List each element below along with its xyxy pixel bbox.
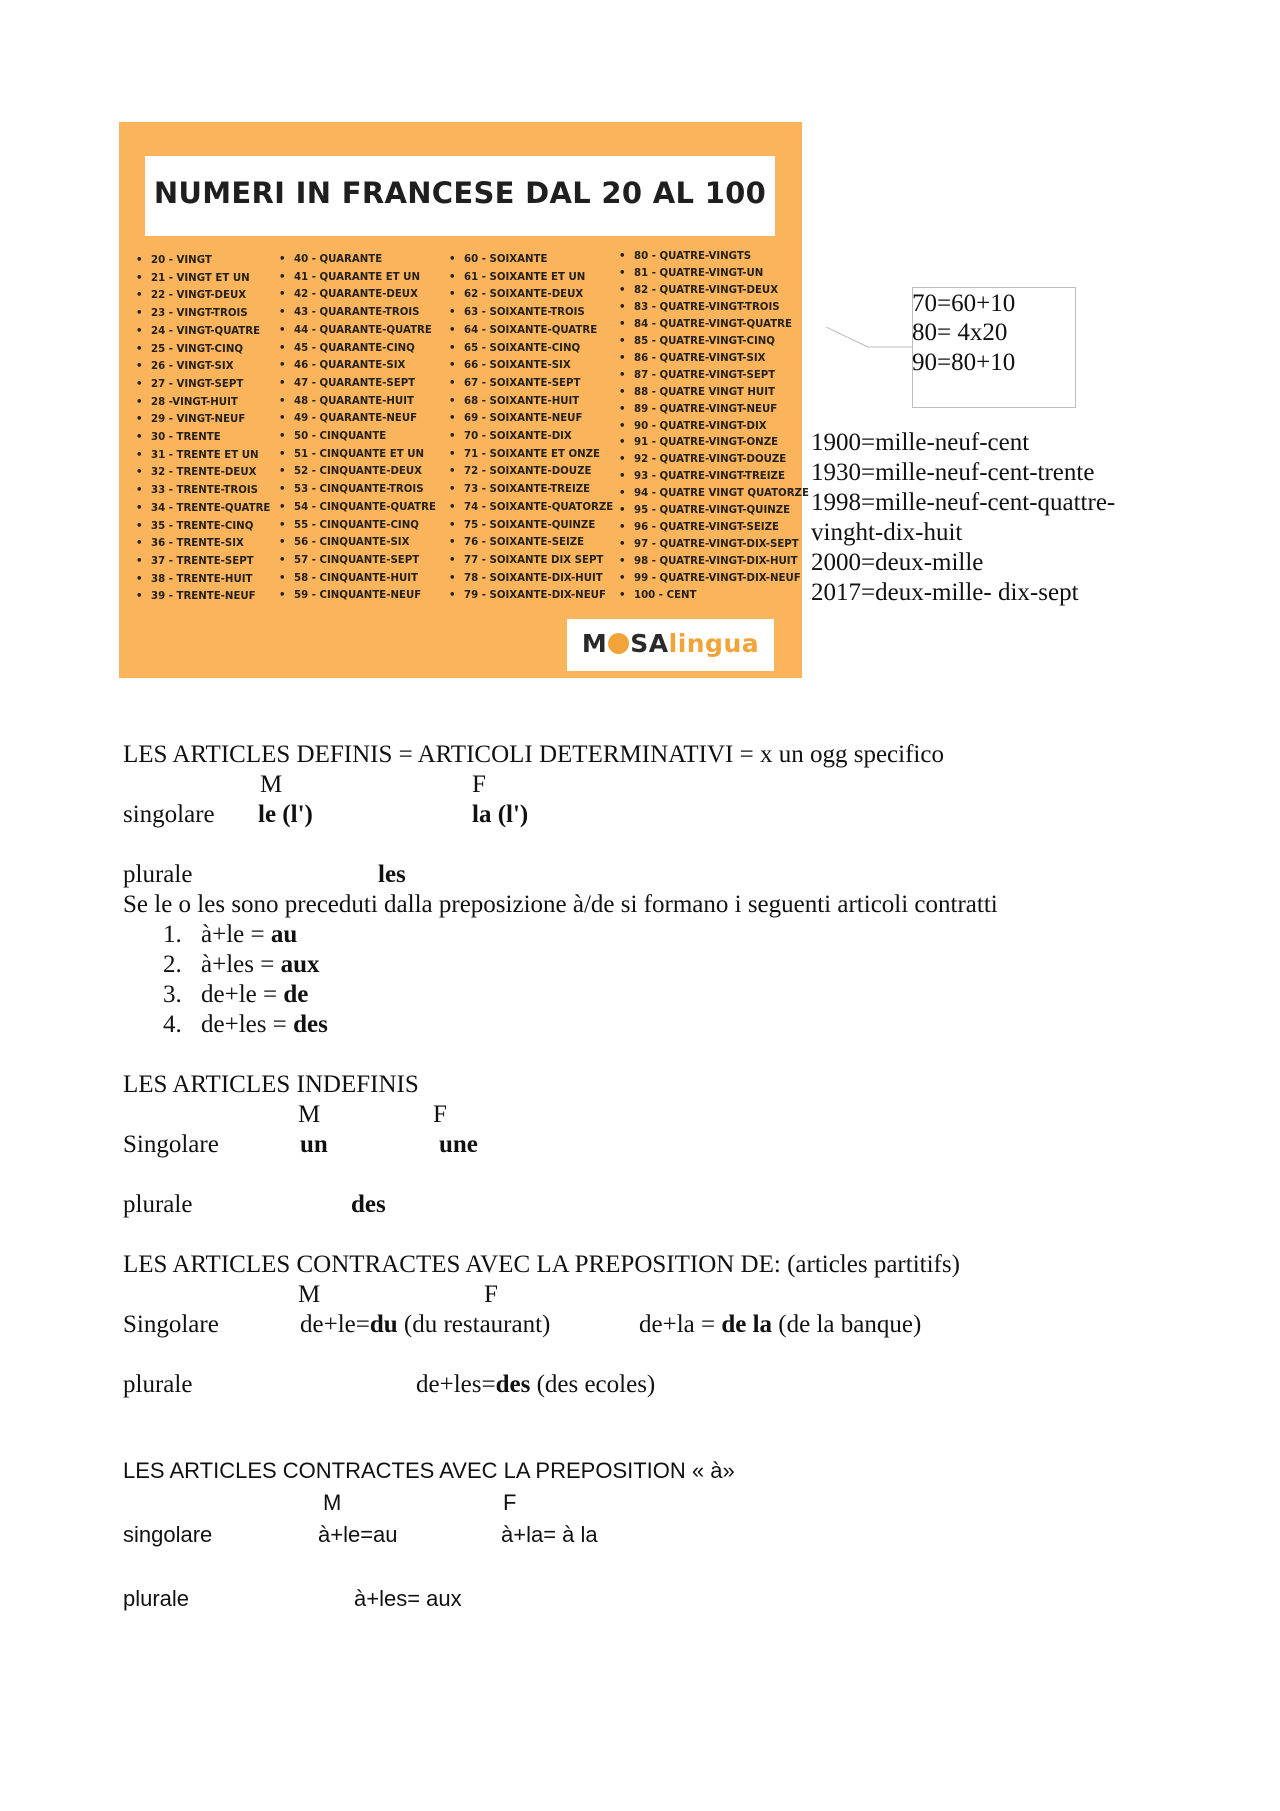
logo-globe-icon <box>608 633 629 654</box>
number-item: • 97 - QUATRE-VINGT-DIX-SEPT <box>619 537 809 554</box>
number-item: • 42 - QUARANTE-DEUX <box>279 286 436 304</box>
number-item: • 53 - CINQUANTE-TROIS <box>279 481 436 499</box>
callout-connector <box>826 327 916 349</box>
callout-line: 80= 4x20 <box>912 319 1008 346</box>
article-plural: les <box>378 861 406 888</box>
col-header-f: F <box>503 1490 517 1515</box>
article-example: (de la banque) <box>772 1311 922 1338</box>
number-item: • 75 - SOIXANTE-QUINZE <box>449 517 613 535</box>
list-item <box>163 1010 328 1040</box>
number-item: • 66 - SOIXANTE-SIX <box>449 357 613 375</box>
list-text: à+le = <box>201 921 271 948</box>
number-item: • 25 - VINGT-CINQ <box>136 341 270 359</box>
number-item: • 50 - CINQUANTE <box>279 428 436 446</box>
number-item: • 52 - CINQUANTE-DEUX <box>279 463 436 481</box>
number-item: • 70 - SOIXANTE-DIX <box>449 428 613 446</box>
list-number: 3. <box>163 981 182 1008</box>
col-header-f: F <box>433 1101 447 1128</box>
number-item: • 76 - SOIXANTE-SEIZE <box>449 534 613 552</box>
number-item: • 63 - SOIXANTE-TROIS <box>449 304 613 322</box>
number-item: • 88 - QUATRE VINGT HUIT <box>619 385 809 402</box>
mosalingua-logo <box>567 619 774 671</box>
number-item: • 73 - SOIXANTE-TREIZE <box>449 481 613 499</box>
year-line: 1998=mille-neuf-cent-quattre- <box>811 489 1116 516</box>
number-item: • 38 - TRENTE-HUIT <box>136 571 270 589</box>
article-result: de la <box>721 1311 773 1338</box>
number-item: • 57 - CINQUANTE-SEPT <box>279 552 436 570</box>
numbers-column-80-100 <box>619 249 809 605</box>
numbers-column-60-79 <box>449 251 613 605</box>
list-number: 1. <box>163 921 182 948</box>
article-sing-m: un <box>300 1131 328 1158</box>
article-plural: des <box>351 1191 386 1218</box>
article-formula: de+le= <box>300 1311 370 1338</box>
number-item: • 67 - SOIXANTE-SEPT <box>449 375 613 393</box>
row-label-plural: plurale <box>123 1371 193 1398</box>
number-item: • 59 - CINQUANTE-NEUF <box>279 587 436 605</box>
number-item: • 98 - QUATRE-VINGT-DIX-HUIT <box>619 554 809 571</box>
article-sing-m <box>300 1310 550 1340</box>
list-text: de+le = <box>201 981 284 1008</box>
article-sing-m: à+le=au <box>318 1522 398 1547</box>
col-header-m: M <box>298 1281 321 1308</box>
article-sing-f: la (l') <box>472 801 529 828</box>
number-item: • 49 - QUARANTE-NEUF <box>279 410 436 428</box>
col-header-m: M <box>323 1490 342 1515</box>
number-item: • 34 - TRENTE-QUATRE <box>136 500 270 518</box>
number-item: • 91 - QUATRE-VINGT-ONZE <box>619 435 809 452</box>
year-line: 1930=mille-neuf-cent-trente <box>811 459 1095 486</box>
number-item: • 30 - TRENTE <box>136 429 270 447</box>
number-item: • 29 - VINGT-NEUF <box>136 411 270 429</box>
number-item: • 47 - QUARANTE-SEPT <box>279 375 436 393</box>
number-item: • 44 - QUARANTE-QUATRE <box>279 322 436 340</box>
number-item: • 22 - VINGT-DEUX <box>136 287 270 305</box>
number-item: • 40 - QUARANTE <box>279 251 436 269</box>
number-item: • 31 - TRENTE ET UN <box>136 447 270 465</box>
logo-part-m: M <box>581 629 608 658</box>
year-line: 2000=deux-mille <box>811 549 984 576</box>
number-item: • 79 - SOIXANTE-DIX-NEUF <box>449 587 613 605</box>
number-item: • 55 - CINQUANTE-CINQ <box>279 517 436 535</box>
number-item: • 41 - QUARANTE ET UN <box>279 269 436 287</box>
list-number: 4. <box>163 1011 182 1038</box>
number-item: • 95 - QUATRE-VINGT-QUINZE <box>619 503 809 520</box>
number-item: • 33 - TRENTE-TROIS <box>136 482 270 500</box>
number-item: • 68 - SOIXANTE-HUIT <box>449 393 613 411</box>
callout-line: 90=80+10 <box>912 349 1016 376</box>
number-item: • 32 - TRENTE-DEUX <box>136 464 270 482</box>
number-item: • 48 - QUARANTE-HUIT <box>279 393 436 411</box>
row-label-plural: plurale <box>123 861 193 888</box>
number-item: • 92 - QUATRE-VINGT-DOUZE <box>619 452 809 469</box>
row-label-plural: plurale <box>123 1191 193 1218</box>
list-text: à+les = <box>201 951 281 978</box>
number-item: • 72 - SOIXANTE-DOUZE <box>449 463 613 481</box>
list-number: 2. <box>163 951 182 978</box>
list-result: de <box>283 981 309 1008</box>
number-item: • 87 - QUATRE-VINGT-SEPT <box>619 368 809 385</box>
col-header-f: F <box>472 771 486 798</box>
number-item: • 56 - CINQUANTE-SIX <box>279 534 436 552</box>
number-item: • 65 - SOIXANTE-CINQ <box>449 340 613 358</box>
article-plural <box>416 1370 655 1400</box>
section-heading: LES ARTICLES CONTRACTES AVEC LA PREPOSITION « à» <box>123 1458 735 1483</box>
number-item: • 61 - SOIXANTE ET UN <box>449 269 613 287</box>
number-item: • 99 - QUATRE-VINGT-DIX-NEUF <box>619 571 809 588</box>
article-formula: de+la = <box>639 1311 722 1338</box>
section-heading: LES ARTICLES CONTRACTES AVEC LA PREPOSITION DE: (articles partitifs) <box>123 1251 960 1278</box>
number-item: • 86 - QUATRE-VINGT-SIX <box>619 351 809 368</box>
article-sing-f: une <box>439 1131 478 1158</box>
list-text: de+les = <box>201 1011 294 1038</box>
article-formula: de+les= <box>416 1371 496 1398</box>
number-item: • 69 - SOIXANTE-NEUF <box>449 410 613 428</box>
number-item: • 77 - SOIXANTE DIX SEPT <box>449 552 613 570</box>
number-item: • 89 - QUATRE-VINGT-NEUF <box>619 402 809 419</box>
number-item: • 45 - QUARANTE-CINQ <box>279 340 436 358</box>
number-item: • 46 - QUARANTE-SIX <box>279 357 436 375</box>
col-header-m: M <box>298 1101 321 1128</box>
logo-text <box>567 629 774 658</box>
numbers-column-20-39 <box>136 252 270 606</box>
logo-part-sa: SA <box>630 629 669 658</box>
list-result: au <box>270 921 298 948</box>
article-example: (des ecoles) <box>530 1371 656 1398</box>
number-item: • 85 - QUATRE-VINGT-CINQ <box>619 334 809 351</box>
year-line: 2017=deux-mille- dix-sept <box>811 579 1079 606</box>
number-item: • 51 - CINQUANTE ET UN <box>279 446 436 464</box>
number-item: • 37 - TRENTE-SEPT <box>136 553 270 571</box>
row-label-singular: Singolare <box>123 1311 219 1338</box>
number-item: • 64 - SOIXANTE-QUATRE <box>449 322 613 340</box>
number-item: • 93 - QUATRE-VINGT-TREIZE <box>619 469 809 486</box>
list-item <box>163 980 309 1010</box>
number-item: • 35 - TRENTE-CINQ <box>136 518 270 536</box>
article-plural: à+les= aux <box>354 1586 462 1611</box>
callout-line: 70=60+10 <box>912 290 1016 317</box>
row-label-singular: Singolare <box>123 1131 219 1158</box>
number-item: • 21 - VINGT ET UN <box>136 270 270 288</box>
list-item <box>163 920 298 950</box>
number-item: • 60 - SOIXANTE <box>449 251 613 269</box>
list-result: aux <box>280 951 320 978</box>
article-sing-f <box>639 1310 921 1340</box>
col-header-m: M <box>260 771 283 798</box>
numbers-card-image <box>119 122 809 678</box>
number-item: • 74 - SOIXANTE-QUATORZE <box>449 499 613 517</box>
row-label-singular: singolare <box>123 1522 213 1547</box>
number-item: • 81 - QUATRE-VINGT-UN <box>619 266 809 283</box>
row-label-plural: plurale <box>123 1586 190 1611</box>
col-header-f: F <box>484 1281 498 1308</box>
card-title: NUMERI IN FRANCESE DAL 20 AL 100 <box>153 176 767 210</box>
number-item: • 71 - SOIXANTE ET ONZE <box>449 446 613 464</box>
article-example: (du restaurant) <box>397 1311 551 1338</box>
section-heading: LES ARTICLES DEFINIS = ARTICOLI DETERMINATIVI = x un ogg specifico <box>123 741 944 768</box>
number-item: • 27 - VINGT-SEPT <box>136 376 270 394</box>
section-heading: LES ARTICLES INDEFINIS <box>123 1071 419 1098</box>
year-line: 1900=mille-neuf-cent <box>811 429 1030 456</box>
article-result: du <box>369 1311 398 1338</box>
number-item: • 23 - VINGT-TROIS <box>136 305 270 323</box>
numbers-column-40-59 <box>279 251 436 605</box>
article-result: des <box>495 1371 531 1398</box>
number-item: • 83 - QUATRE-VINGT-TROIS <box>619 300 809 317</box>
contraction-note: Se le o les sono preceduti dalla preposizione à/de si formano i seguenti articoli contratti <box>123 891 998 918</box>
number-item: • 82 - QUATRE-VINGT-DEUX <box>619 283 809 300</box>
number-item: • 20 - VINGT <box>136 252 270 270</box>
list-result: des <box>293 1011 328 1038</box>
article-sing-m: le (l') <box>258 801 313 828</box>
article-sing-f: à+la= à la <box>501 1522 598 1547</box>
number-item: • 78 - SOIXANTE-DIX-HUIT <box>449 570 613 588</box>
number-item: • 90 - QUATRE-VINGT-DIX <box>619 419 809 436</box>
number-item: • 58 - CINQUANTE-HUIT <box>279 570 436 588</box>
number-item: • 84 - QUATRE-VINGT-QUATRE <box>619 317 809 334</box>
number-item: • 94 - QUATRE VINGT QUATORZE <box>619 486 809 503</box>
list-item <box>163 950 320 980</box>
number-item: • 36 - TRENTE-SIX <box>136 535 270 553</box>
number-item: • 62 - SOIXANTE-DEUX <box>449 286 613 304</box>
number-item: • 28 -VINGT-HUIT <box>136 394 270 412</box>
number-item: • 80 - QUATRE-VINGTS <box>619 249 809 266</box>
year-line: vinght-dix-huit <box>811 519 963 546</box>
number-item: • 39 - TRENTE-NEUF <box>136 588 270 606</box>
number-item: • 24 - VINGT-QUATRE <box>136 323 270 341</box>
row-label-singular: singolare <box>123 801 215 828</box>
number-item: • 100 - CENT <box>619 588 809 605</box>
number-item: • 96 - QUATRE-VINGT-SEIZE <box>619 520 809 537</box>
card-title-box <box>145 156 775 236</box>
number-item: • 54 - CINQUANTE-QUATRE <box>279 499 436 517</box>
number-item: • 26 - VINGT-SIX <box>136 358 270 376</box>
number-item: • 43 - QUARANTE-TROIS <box>279 304 436 322</box>
logo-part-lingua: lingua <box>668 629 760 658</box>
